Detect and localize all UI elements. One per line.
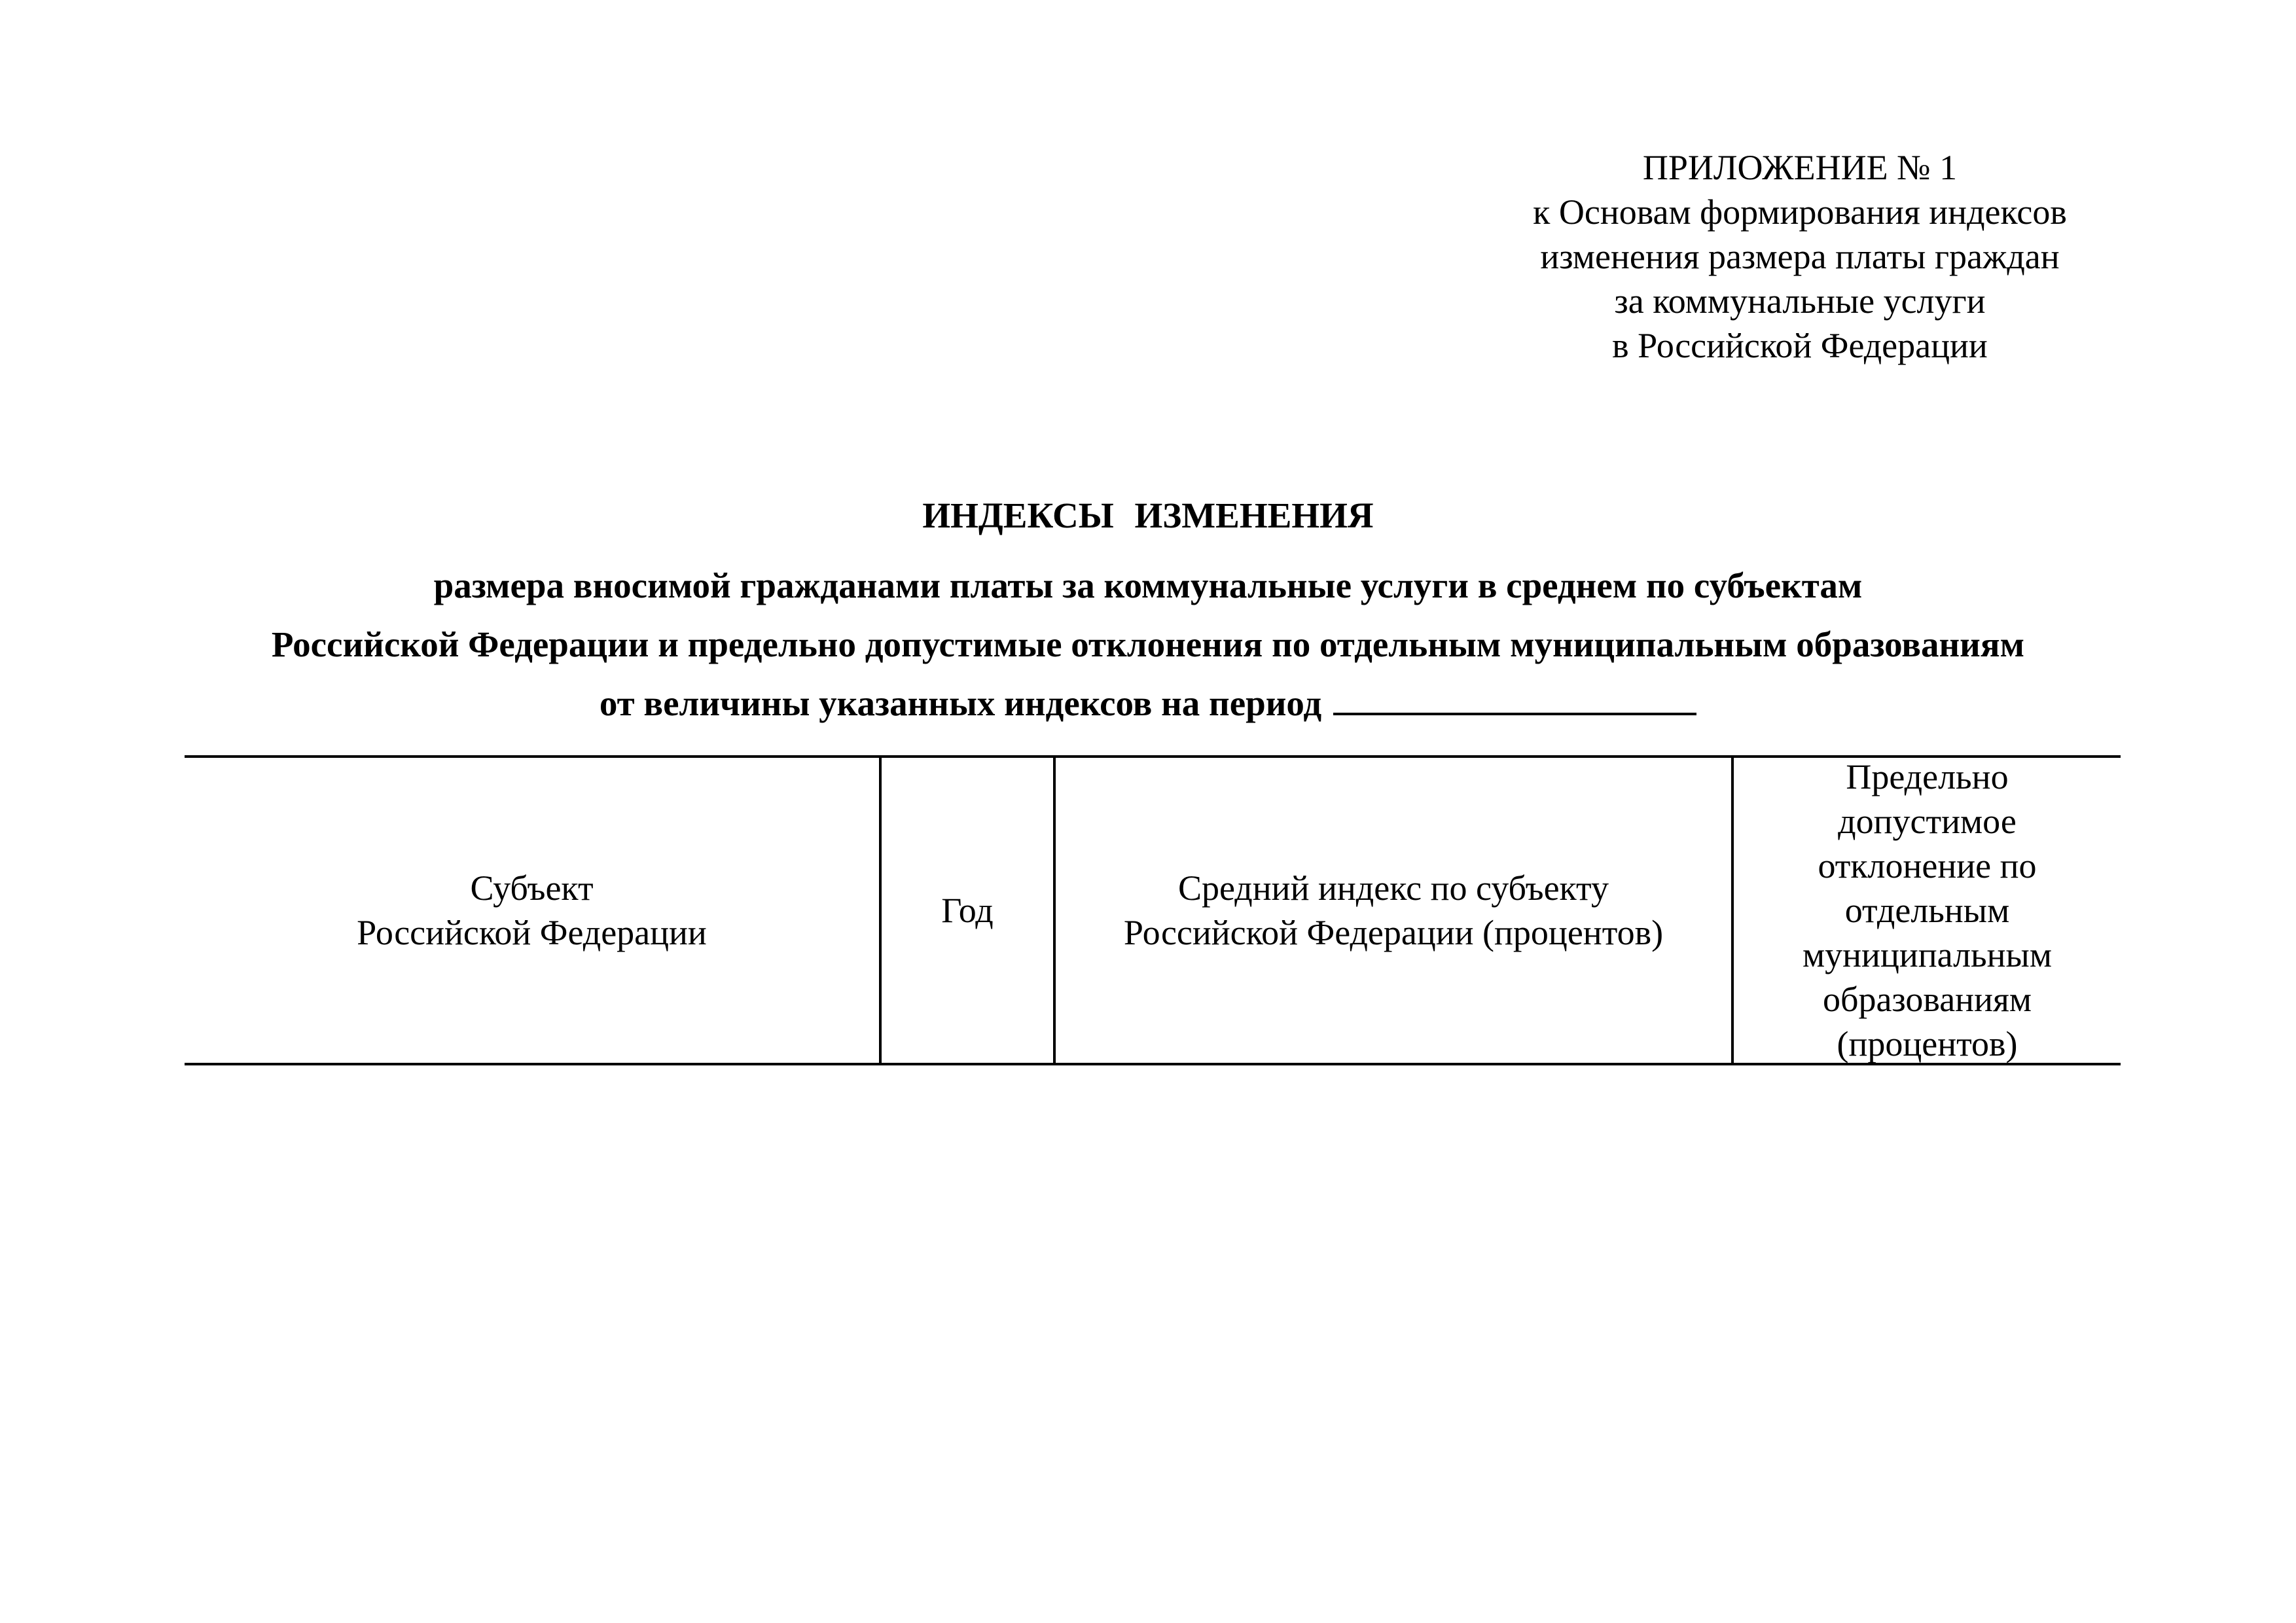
period-blank-field [1333, 679, 1696, 715]
header-text: отклонение по [1818, 846, 2037, 885]
header-text: Субъект [470, 868, 594, 908]
subtitle-line: размера вносимой гражданами платы за коммунальные услуги в среднем по субъектам [433, 565, 1863, 605]
subtitle-line-with-period [0, 674, 2296, 733]
header-cell-max-deviation [1734, 758, 2121, 1063]
header-text: Предельно [1846, 757, 2009, 796]
header-text: допустимое [1838, 802, 2017, 841]
header-text: Российской Федерации (процентов) [1123, 913, 1664, 952]
appendix-header [1473, 145, 2127, 368]
header-text: Средний индекс по субъекту [1178, 868, 1609, 908]
appendix-reference-line: изменения размера платы граждан [1540, 237, 2060, 276]
appendix-reference-line: в Российской Федерации [1612, 326, 1988, 365]
appendix-number: ПРИЛОЖЕНИЕ № 1 [1642, 148, 1958, 187]
indices-table [185, 755, 2121, 1065]
document-title: ИНДЕКСЫ ИЗМЕНЕНИЯ [922, 495, 1374, 535]
header-text: муниципальным [1802, 935, 2053, 974]
header-text: Российской Федерации [357, 913, 707, 952]
appendix-reference-line: к Основам формирования индексов [1533, 192, 2067, 232]
document-subtitle [0, 556, 2296, 733]
header-text: (процентов) [1837, 1024, 2018, 1063]
appendix-reference-line: за коммунальные услуги [1614, 281, 1986, 321]
subtitle-line: от величины указанных индексов на период [599, 683, 1322, 723]
subtitle-line: Российской Федерации и предельно допустимые отклонения по отдельным муниципальным образованиям [271, 624, 2025, 664]
header-text: образованиям [1822, 980, 2032, 1019]
header-text: Год [941, 891, 994, 930]
header-cell-year [882, 758, 1053, 1063]
header-cell-average-index [1056, 758, 1731, 1063]
header-text: отдельным [1844, 891, 2010, 930]
header-cell-subject [185, 758, 879, 1063]
